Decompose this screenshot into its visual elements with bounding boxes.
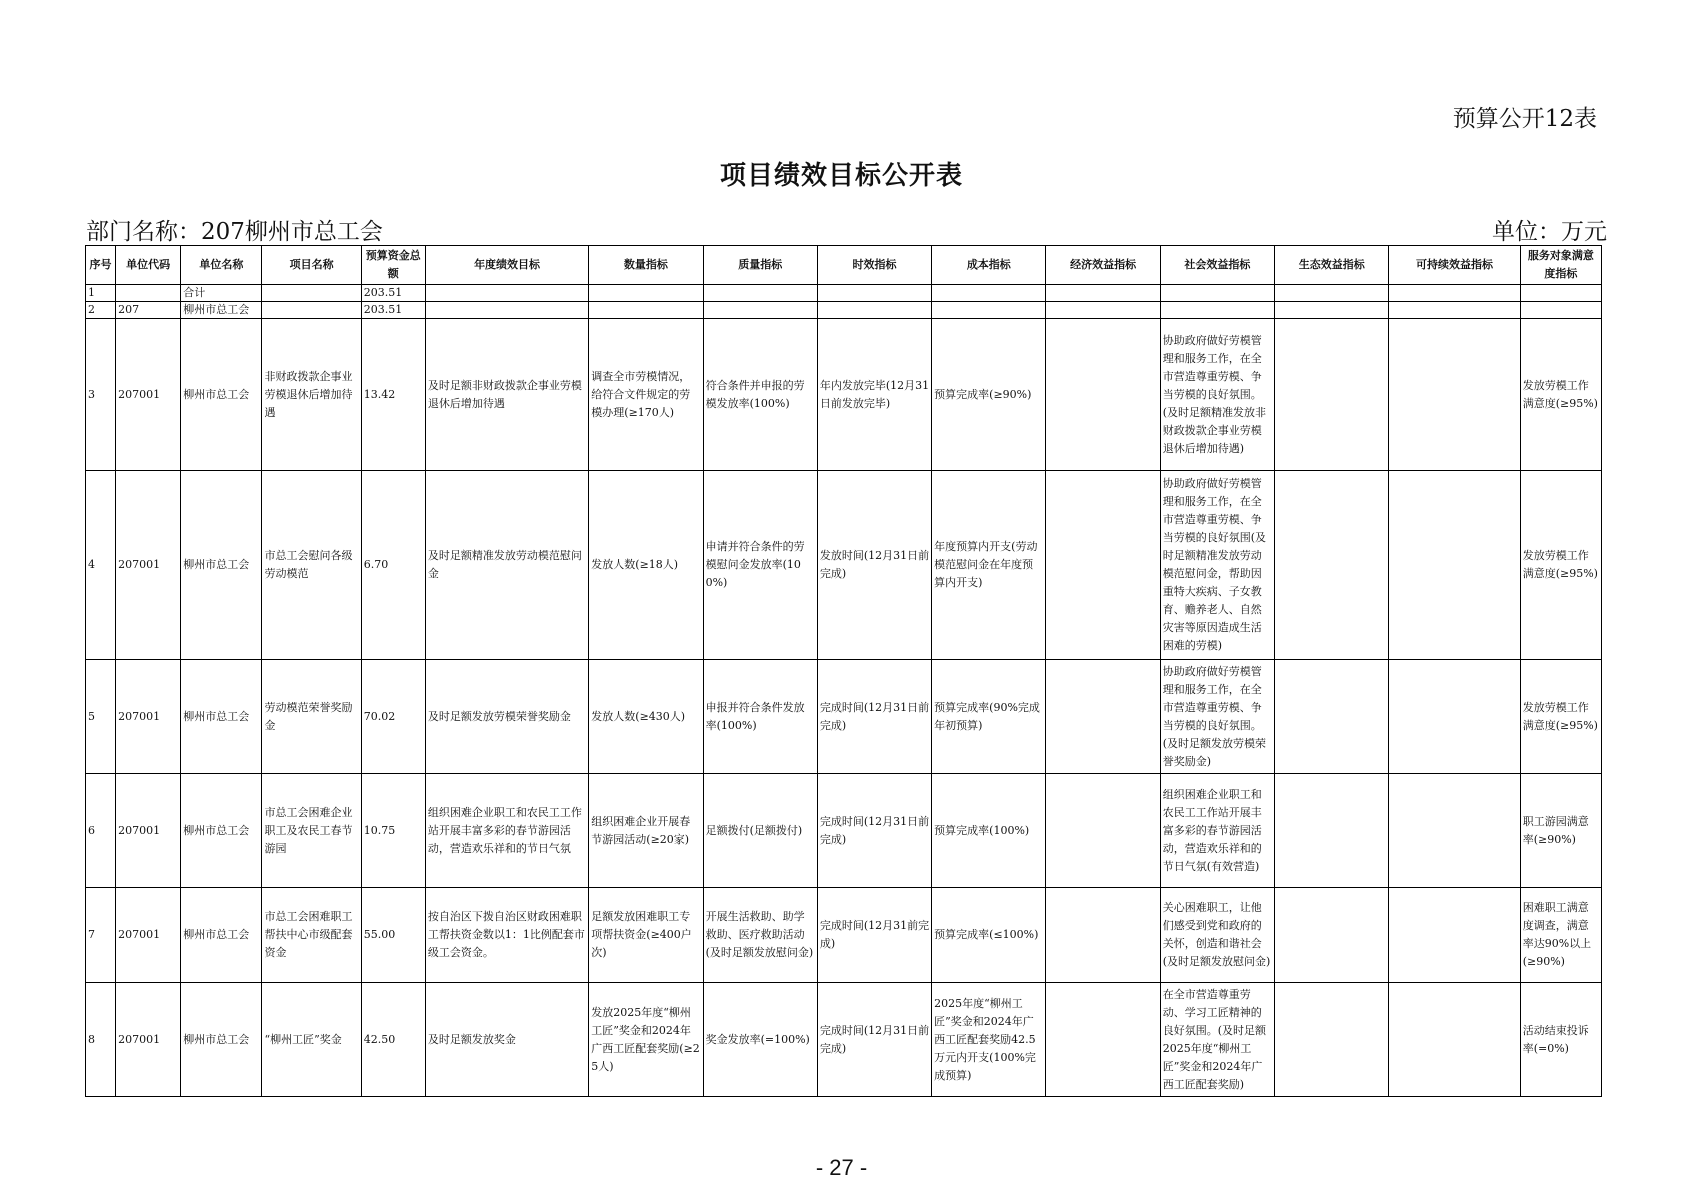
table-cell: 协助政府做好劳模管理和服务工作，在全市营造尊重劳模、争当劳模的良好氛围。(及时足额精准发放非财政拨款企事业劳模退休后增加待遇) (1160, 319, 1274, 471)
table-cell: 劳动模范荣誉奖励金 (262, 660, 361, 774)
table-cell: 组织困难企业开展春节游园活动(≥20家) (589, 774, 703, 888)
table-cell (932, 285, 1046, 302)
table-cell: 柳州市总工会 (181, 319, 262, 471)
table-cell (1275, 983, 1389, 1097)
table-cell: 非财政拨款企事业劳模退休后增加待遇 (262, 319, 361, 471)
table-cell (1389, 302, 1520, 319)
table-cell: 发放人数(≥18人) (589, 471, 703, 660)
table-cell: 预算完成率(100%) (932, 774, 1046, 888)
table-cell: 奖金发放率(=100%) (703, 983, 817, 1097)
table-cell (262, 285, 361, 302)
table-cell: 6.70 (361, 471, 425, 660)
table-cell: 207 (116, 302, 181, 319)
table-cell: 207001 (116, 660, 181, 774)
table-cell: 柳州市总工会 (181, 660, 262, 774)
column-header: 项目名称 (262, 246, 361, 285)
column-header: 服务对象满意度指标 (1520, 246, 1601, 285)
table-cell: 申请并符合条件的劳模慰问金发放率(100%) (703, 471, 817, 660)
table-cell: 2 (86, 302, 116, 319)
table-cell (262, 302, 361, 319)
column-header: 社会效益指标 (1160, 246, 1274, 285)
table-cell: 发放时间(12月31日前完成) (817, 471, 931, 660)
table-cell (817, 302, 931, 319)
table-cell: 13.42 (361, 319, 425, 471)
table-row (86, 471, 1602, 660)
table-cell: 8 (86, 983, 116, 1097)
table-cell: 年内发放完毕(12月31日前发放完毕) (817, 319, 931, 471)
table-cell (1520, 285, 1601, 302)
column-header: 经济效益指标 (1046, 246, 1160, 285)
table-cell (1389, 774, 1520, 888)
table-cell: 203.51 (361, 302, 425, 319)
table-cell: 完成时间(12月31日前完成) (817, 983, 931, 1097)
table-cell: 及时足额发放奖金 (425, 983, 588, 1097)
currency-unit: 单位：万元 (1492, 219, 1607, 245)
table-cell (425, 302, 588, 319)
table-cell: 2025年度“柳州工匠”奖金和2024年广西工匠配套奖励42.5万元内开支(100%完成预算) (932, 983, 1046, 1097)
column-header: 年度绩效目标 (425, 246, 588, 285)
table-cell: 按自治区下拨自治区财政困难职工帮扶资金数以1：1比例配套市级工会资金。 (425, 888, 588, 983)
table-cell: 预算完成率(≤100%) (932, 888, 1046, 983)
performance-target-table (85, 245, 1602, 1097)
table-row (86, 888, 1602, 983)
table-row (86, 660, 1602, 774)
table-cell (1275, 319, 1389, 471)
table-cell: 7 (86, 888, 116, 983)
column-header: 预算资金总额 (361, 246, 425, 285)
column-header: 生态效益指标 (1275, 246, 1389, 285)
table-cell: 10.75 (361, 774, 425, 888)
table-cell: 207001 (116, 774, 181, 888)
table-cell: 组织困难企业职工和农民工工作站开展丰富多彩的春节游园活动，营造欢乐祥和的节日气氛 (425, 774, 588, 888)
table-cell (703, 302, 817, 319)
table-cell: 5 (86, 660, 116, 774)
table-cell: 207001 (116, 319, 181, 471)
table-cell (1275, 285, 1389, 302)
page-title: 项目绩效目标公开表 (719, 161, 963, 191)
table-cell: 柳州市总工会 (181, 302, 262, 319)
table-cell: 柳州市总工会 (181, 888, 262, 983)
table-cell: 困难职工满意度调查，满意率达90%以上(≥90%) (1520, 888, 1601, 983)
table-cell: 职工游园满意率(≥90%) (1520, 774, 1601, 888)
table-cell: 协助政府做好劳模管理和服务工作，在全市营造尊重劳模、争当劳模的良好氛围。(及时足额发放劳模荣誉奖励金) (1160, 660, 1274, 774)
table-cell: 预算完成率(90%完成年初预算) (932, 660, 1046, 774)
table-row (86, 983, 1602, 1097)
table-cell (425, 285, 588, 302)
column-header: 质量指标 (703, 246, 817, 285)
table-cell: 预算完成率(≥90%) (932, 319, 1046, 471)
column-header: 单位代码 (116, 246, 181, 285)
column-header: 成本指标 (932, 246, 1046, 285)
table-cell: 协助政府做好劳模管理和服务工作，在全市营造尊重劳模、争当劳模的良好氛围(及时足额精准发放劳动模范慰问金，帮助因重特大疾病、子女教育、赡养老人、自然灾害等原因造成生活困难的劳模) (1160, 471, 1274, 660)
table-cell (1520, 302, 1601, 319)
table-cell: 柳州市总工会 (181, 471, 262, 660)
table-cell: 符合条件并申报的劳模发放率(100%) (703, 319, 817, 471)
table-cell: 开展生活救助、助学救助、医疗救助活动(及时足额发放慰问金) (703, 888, 817, 983)
table-row (86, 285, 1602, 302)
table-header-row (86, 246, 1602, 285)
table-cell (1275, 774, 1389, 888)
table-cell: 足额发放困难职工专项帮扶资金(≥400户次) (589, 888, 703, 983)
table-cell: 发放劳模工作满意度(≥95%) (1520, 660, 1601, 774)
table-cell: 柳州市总工会 (181, 774, 262, 888)
table-cell (1160, 285, 1274, 302)
table-cell (1389, 285, 1520, 302)
column-header: 序号 (86, 246, 116, 285)
table-cell: 3 (86, 319, 116, 471)
table-row (86, 302, 1602, 319)
table-row (86, 774, 1602, 888)
table-cell: 合计 (181, 285, 262, 302)
table-cell: 柳州市总工会 (181, 983, 262, 1097)
table-cell (1046, 774, 1160, 888)
table-cell (1046, 285, 1160, 302)
table-cell: 42.50 (361, 983, 425, 1097)
column-header: 数量指标 (589, 246, 703, 285)
table-cell (1046, 302, 1160, 319)
table-cell: 4 (86, 471, 116, 660)
table-cell: 及时足额精准发放劳动模范慰问金 (425, 471, 588, 660)
table-cell: 完成时间(12月31日前完成) (817, 774, 931, 888)
column-header: 时效指标 (817, 246, 931, 285)
table-cell: 55.00 (361, 888, 425, 983)
table-cell: 市总工会困难企业职工及农民工春节游园 (262, 774, 361, 888)
table-cell: 发放劳模工作满意度(≥95%) (1520, 471, 1601, 660)
table-cell: 及时足额发放劳模荣誉奖励金 (425, 660, 588, 774)
page-number: - 27 - (815, 1155, 868, 1180)
table-cell (116, 285, 181, 302)
table-cell: 1 (86, 285, 116, 302)
table-cell (589, 285, 703, 302)
table-cell: 活动结束投诉率(=0%) (1520, 983, 1601, 1097)
table-cell: 调查全市劳模情况，给符合文件规定的劳模办理(≥170人) (589, 319, 703, 471)
table-cell (1275, 888, 1389, 983)
table-cell: 207001 (116, 888, 181, 983)
table-cell: 70.02 (361, 660, 425, 774)
table-cell (1160, 302, 1274, 319)
table-cell (1046, 471, 1160, 660)
table-cell: 及时足额非财政拨款企事业劳模退休后增加待遇 (425, 319, 588, 471)
table-cell (932, 302, 1046, 319)
table-cell (1046, 888, 1160, 983)
table-cell: 组织困难企业职工和农民工工作站开展丰富多彩的春节游园活动，营造欢乐祥和的节日气氛(有效营造) (1160, 774, 1274, 888)
table-cell: 申报并符合条件发放率(100%) (703, 660, 817, 774)
table-cell (1275, 471, 1389, 660)
table-cell: 发放人数(≥430人) (589, 660, 703, 774)
table-cell: 发放劳模工作满意度(≥95%) (1520, 319, 1601, 471)
table-cell: 完成时间(12月31前完成) (817, 888, 931, 983)
table-cell (1275, 660, 1389, 774)
table-cell: 年度预算内开支(劳动模范慰问金在年度预算内开支) (932, 471, 1046, 660)
table-cell: 足额拨付(足额拨付) (703, 774, 817, 888)
table-cell (1389, 660, 1520, 774)
table-cell (1389, 471, 1520, 660)
table-number-label: 预算公开12表 (1452, 106, 1597, 132)
table-cell: 6 (86, 774, 116, 888)
table-cell: 207001 (116, 471, 181, 660)
table-cell: 关心困难职工，让他们感受到党和政府的关怀，创造和谐社会(及时足额发放慰问金) (1160, 888, 1274, 983)
table-cell (589, 302, 703, 319)
department-name: 部门名称：207柳州市总工会 (86, 219, 383, 245)
table-cell (1389, 319, 1520, 471)
table-cell: 发放2025年度“柳州工匠”奖金和2024年广西工匠配套奖励(≥25人) (589, 983, 703, 1097)
column-header: 单位名称 (181, 246, 262, 285)
table-cell (1046, 319, 1160, 471)
table-cell (1046, 983, 1160, 1097)
table-row (86, 319, 1602, 471)
table-cell: “柳州工匠”奖金 (262, 983, 361, 1097)
table-cell (817, 285, 931, 302)
table-cell (1389, 983, 1520, 1097)
table-cell: 市总工会慰问各级劳动模范 (262, 471, 361, 660)
column-header: 可持续效益指标 (1389, 246, 1520, 285)
table-cell (703, 285, 817, 302)
table-cell (1275, 302, 1389, 319)
table-cell: 207001 (116, 983, 181, 1097)
table-cell: 在全市营造尊重劳动、学习工匠精神的良好氛围。(及时足额2025年度“柳州工匠”奖金和2024年广西工匠配套奖励) (1160, 983, 1274, 1097)
table-cell (1389, 888, 1520, 983)
table-cell: 203.51 (361, 285, 425, 302)
table-cell: 完成时间(12月31日前完成) (817, 660, 931, 774)
table-cell (1046, 660, 1160, 774)
table-cell: 市总工会困难职工帮扶中心市级配套资金 (262, 888, 361, 983)
